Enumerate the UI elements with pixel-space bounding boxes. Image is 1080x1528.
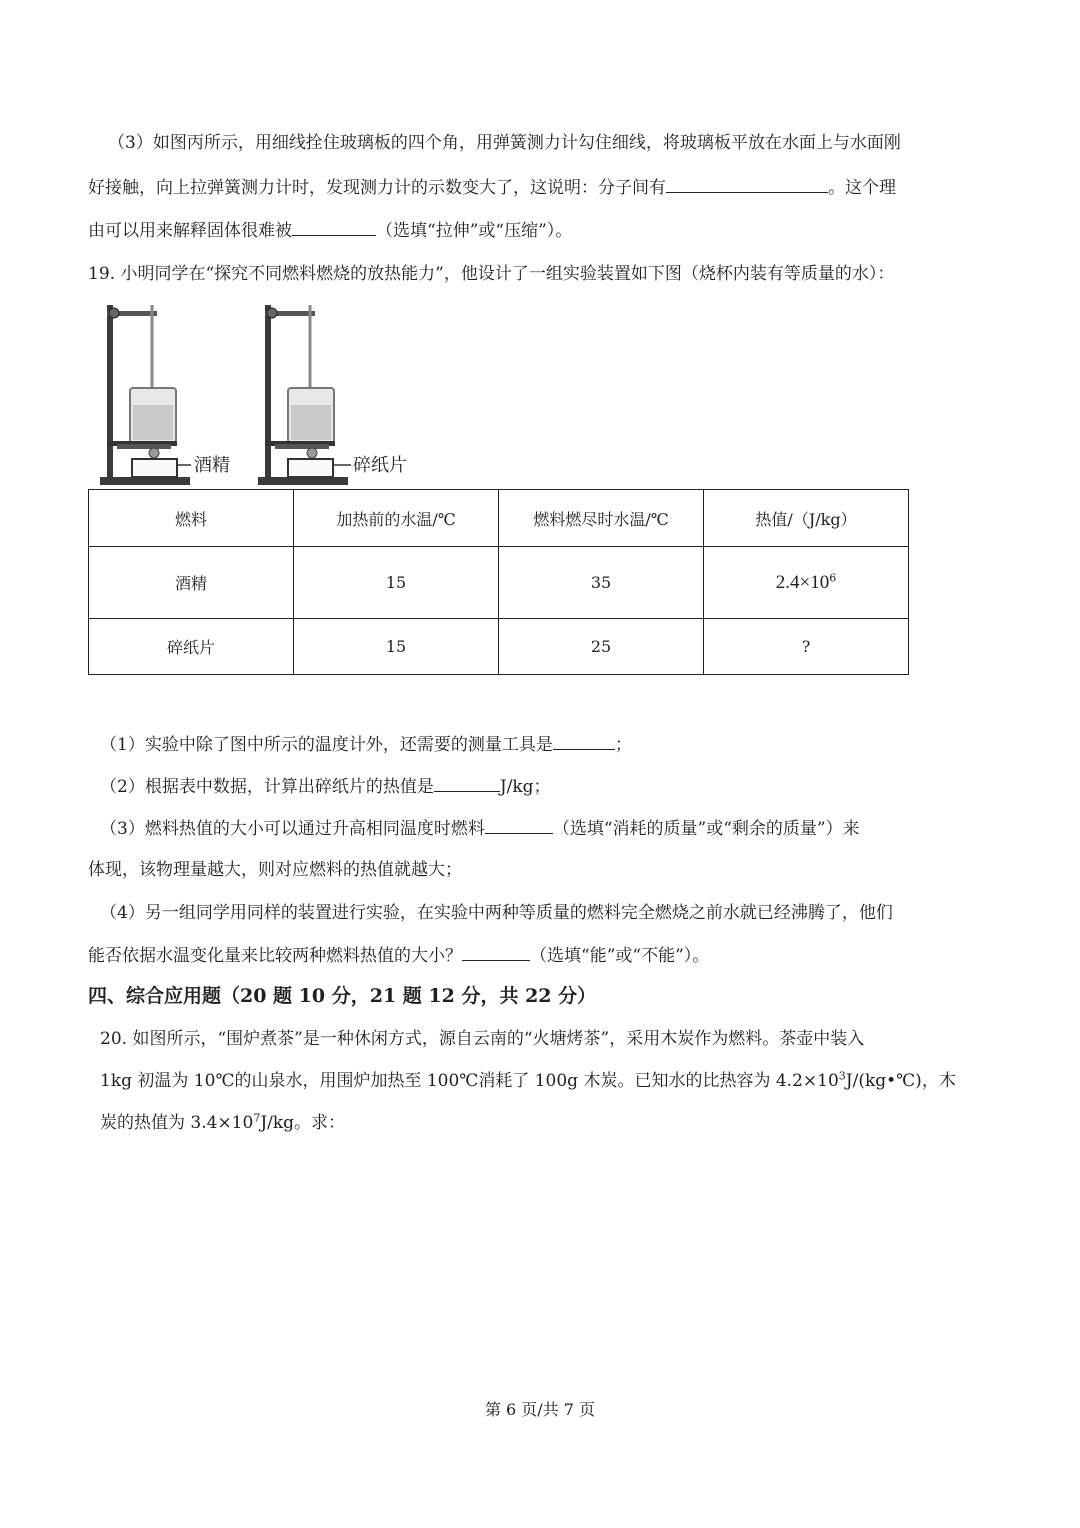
q19-part2-text: （2）根据表中数据，计算出碎纸片的热值是 [100,777,434,797]
q20-line3-text-a: 炭的热值为 3.4×10 [100,1113,254,1133]
q18-3-line3-text-a: 由可以用来解释固体很难被 [88,221,292,241]
label-paper: 碎纸片 [353,455,407,476]
q20-line2-text-a: 1kg 初温为 10℃的山泉水，用围炉加热至 100℃消耗了 100g 木炭。已知水的比热容为 4.2×10 [100,1071,839,1091]
heat-value-exponent: 6 [829,571,837,585]
table-cell: 酒精 [89,547,294,619]
table-cell: ? [704,619,909,675]
q18-3-line2-text-b: 。这个理 [828,178,896,198]
q20-line1: 20. 如图所示，“围炉煮茶”是一种休闲方式，源自云南的“火塘烤茶”，采用木炭作为燃料。茶壶中装入 [100,1029,865,1049]
q18-3-line2 [88,176,896,199]
answer-blank[interactable] [292,219,376,236]
q20-line3 [100,1112,345,1134]
table-row [89,547,909,619]
q19-part1-text: （1）实验中除了图中所示的温度计外，还需要的测量工具是 [100,735,553,755]
table-cell: 35 [499,547,704,619]
experiment-apparatus-figure [95,293,425,489]
q19-part2-unit: J/kg； [499,777,551,797]
fuel-data-table [88,489,909,675]
table-cell: 碎纸片 [89,619,294,675]
q18-3-line1: （3）如图丙所示，用细线拴住玻璃板的四个角，用弹簧测力计勾住细线，将玻璃板平放在水面上与水面刚 [108,133,901,153]
q20-line3-exponent: 7 [253,1111,261,1125]
q19-part3-cont: 体现，该物理量越大，则对应燃料的热值就越大； [88,860,462,880]
q18-3-line3 [88,219,572,242]
table-cell: 25 [499,619,704,675]
table-header-row [89,490,909,547]
q19-part3-text: （3）燃料热值的大小可以通过升高相同温度时燃料 [100,819,485,839]
answer-blank[interactable] [462,944,530,961]
q20-line3-text-b: J/kg。求： [260,1113,346,1133]
q19-part1 [100,733,632,756]
table-cell: 15 [294,619,499,675]
q19-part2 [100,775,551,798]
alcohol-burner-apparatus [100,305,191,485]
table-header-cell: 加热前的水温/℃ [294,490,499,547]
q20-line2-exponent: 3 [838,1069,846,1083]
answer-blank[interactable] [485,817,553,834]
table-header-cell: 燃料 [89,490,294,547]
label-alcohol: 酒精 [194,455,230,476]
table-header-cell: 热值/（J/kg） [704,490,909,547]
paper-fragments-apparatus [258,305,351,485]
q19-part4-options: （选填“能”或“不能”）。 [530,946,710,966]
q19-part4-line1: （4）另一组同学用同样的装置进行实验，在实验中两种等质量的燃料完全燃烧之前水就已经沸腾了，他们 [100,903,893,923]
q19-part4-text: 能否依据水温变化量来比较两种燃料热值的大小？ [88,946,462,966]
table-row [89,619,909,675]
table-cell [704,547,909,619]
answer-blank[interactable] [553,733,615,750]
q19-part3-options: （选填“消耗的质量”或“剩余的质量”）来 [552,819,860,839]
page-footer: 第 6 页/共 7 页 [484,1400,596,1419]
q20-line2 [100,1070,956,1092]
q19-part1-end: ； [614,735,632,755]
section-heading: 四、综合应用题（20 题 10 分，21 题 12 分，共 22 分） [88,985,597,1007]
q19-part3 [100,817,860,840]
table-cell: 15 [294,547,499,619]
q19-part4-line2 [88,944,709,967]
table-header-cell: 燃料燃尽时水温/℃ [499,490,704,547]
answer-blank[interactable] [666,176,828,193]
q18-3-line3-text-b: （选填“拉伸”或“压缩”）。 [376,221,573,241]
q18-3-line2-text-a: 好接触，向上拉弹簧测力计时，发现测力计的示数变大了，这说明：分子间有 [88,178,666,198]
heat-value-base: 2.4×10 [775,571,830,593]
q19-intro: 19. 小明同学在“探究不同燃料燃烧的放热能力”，他设计了一组实验装置如下图（烧杯内装有等质量的水）： [88,264,895,284]
answer-blank[interactable] [434,775,500,792]
q20-line2-text-b: J/(kg•℃)，木 [845,1071,956,1091]
